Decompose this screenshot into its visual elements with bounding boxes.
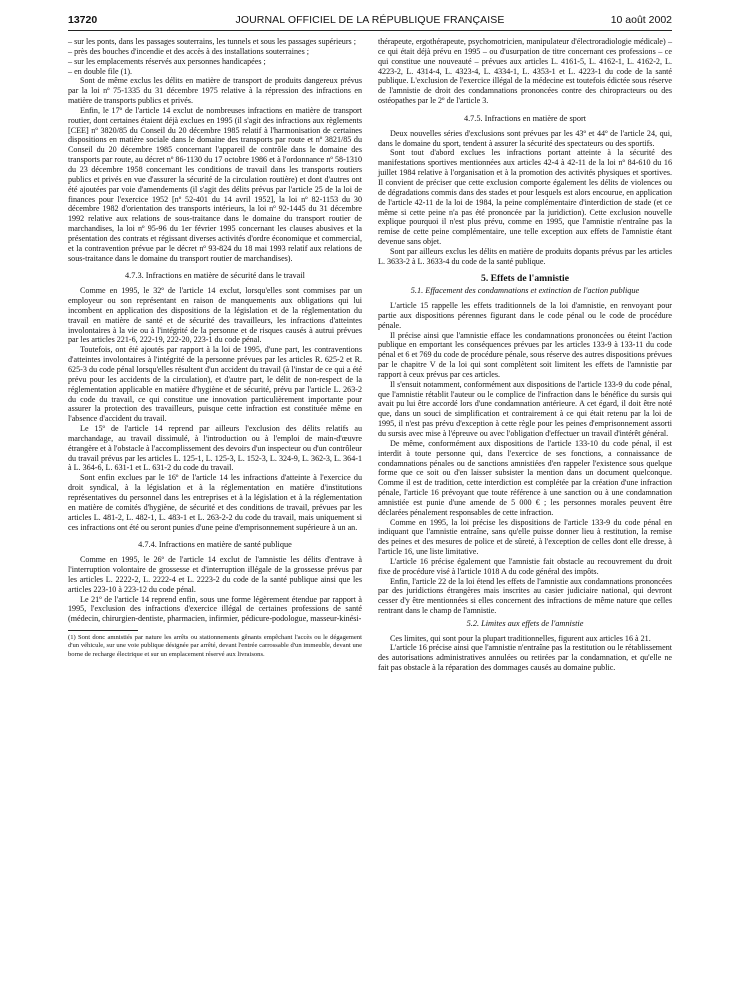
- paragraph: Comme en 1995, le 26º de l'article 14 exclut de l'amnistie les délits d'entrave à l'interruption volontaire de grossesse et d'interruption illégale de la grossesse prévus par les articles L. 2222-2, L. 2222-4 et L. 2223-2 du code de la santé publique ainsi que les articles 223-10 à 223-12 du code pénal.: [68, 555, 362, 594]
- journal-title: JOURNAL OFFICIEL DE LA RÉPUBLIQUE FRANÇAISE: [235, 14, 505, 26]
- paragraph: thérapeute, ergothérapeute, psychomotricien, manipulateur d'électroradiologie médicale) – ce qui était déjà prévu en 1995 – ou d'usurpation de titre concernant ces professions – ce qui constitue une nouveauté – prévues aux articles L. 4161-5, L. 4162-1, L. 4162-2, L. 4223-2, L. 4314-4, L. 4323-4, L. 4334-1, L. 4353-1 et L. 4223-1 du code de la santé publique. L'exclusion de l'exercice illégal de la médecine est toutefois édictée sous réserve de l'amnistie de droit des condamnations prononcées contre des chiropracteurs ou des ostéopathes par le 2º de l'article 3.: [378, 37, 672, 106]
- paragraph: Le 15º de l'article 14 reprend par ailleurs l'exclusion des délits relatifs au marchandage, au travail dissimulé, à l'introduction ou à l'emploi de main-d'œuvre étrangère et à l'obstacle à l'accomplissement des devoirs d'un inspecteur ou d'un contrôleur du travail prévus par les articles L. 125-1, L. 125-3, L. 152-3, L. 324-9, L. 362-3, L. 364-1 à L. 364-6, L. 631-1 et L. 631-2 du code du travail.: [68, 424, 362, 473]
- right-column: [378, 37, 672, 673]
- paragraph: Sont enfin exclues par le 16º de l'article 14 les infractions d'atteinte à l'exercice du droit syndical, à la législation et à la réglementation en matière d'institutions représentatives du personnel dans les entreprises et à la législation et à la réglementation en matière de comités d'hygiène, de sécurité et des conditions de travail, prévues par les articles L. 481-2, L. 482-1, L. 483-1 et L. 263-2-2 du code du travail, mais uniquement si ces infractions ont été ou seront punies d'une peine d'emprisonnement supérieure à un an.: [68, 473, 362, 532]
- publication-date: 10 août 2002: [610, 14, 672, 26]
- header-rule: [68, 30, 672, 31]
- paragraph: L'article 16 précise également que l'amnistie fait obstacle au recouvrement du droit fixe de procédure visé à l'article 1018 A du code général des impôts.: [378, 556, 672, 576]
- section-heading: 4.7.4. Infractions en matière de santé publique: [138, 540, 292, 550]
- page-number: 13720: [68, 14, 98, 26]
- list-item: – sur les emplacements réservés aux personnes handicapées ;: [68, 56, 266, 66]
- paragraph: Enfin, l'article 22 de la loi étend les effets de l'amnistie aux condamnations prononcées par des juridictions étrangères mais inscrites au casier judiciaire national, qui devront cesser d'y être mentionnées si elles concernent des infractions de même nature que celles rentrant dans le champ de l'amnistie.: [378, 576, 672, 616]
- list-item: – sur les ponts, dans les passages souterrains, les tunnels et sous les passages supérieurs ;: [68, 37, 356, 46]
- section-heading: 4.7.3. Infractions en matière de sécurité dans le travail: [125, 271, 305, 281]
- section-heading: 4.7.5. Infractions en matière de sport: [463, 113, 587, 123]
- left-column: [68, 37, 362, 659]
- paragraph: Le 21º de l'article 14 reprend enfin, sous une forme légèrement étendue par rapport à 1995, l'exclusion des infractions d'exercice illégal de certaines professions de santé (médecin, chirurgien-dentiste, pharmacien, infirmier, pédicure-podologue, masseur-kinési-: [68, 594, 362, 624]
- paragraph: Toutefois, ont été ajoutés par rapport à la loi de 1995, d'une part, les contraventions d'atteintes involontaires à l'intégrité de la personne prévues par les articles R. 625-2 et R. 625-3 du code pénal lorsqu'elles résultent d'un accident du travail (à l'instar de ce qui a été prévu pour les accidents de la circulation), et d'autre part, le délit de non-respect de la réglementation applicable en matière d'hygiène et de sécurité, prévu par l'article L. 263-2 du code du travail, ce qui constitue une innovation particulièrement importante pour assurer la protection des travailleurs, puisque cette infraction est constituée même en l'absence d'accident du travail.: [68, 345, 362, 424]
- list-item: – près des bouches d'incendie et des accès à des installations souterraines ;: [68, 46, 310, 56]
- paragraph: Comme en 1995, le 32º de l'article 14 exclut, lorsqu'elles sont commises par un employeur ou son représentant en raison de manquements aux obligations qui lui incombent en application des dispositions de la législation et de la réglementation du travail en matière de santé et de sécurité des travailleurs, les infractions d'atteintes involontaires à la vie ou à l'intégrité de la personne et de risques causés à autrui prévues par les articles 221-6, 222-19, 222-20, 223-1 du code pénal.: [68, 286, 362, 345]
- footnote-rule: [68, 630, 138, 631]
- paragraph: Sont tout d'abord exclues les infractions portant atteinte à la sécurité des manifestations sportives mentionnées aux articles 42-4 à 42-11 de la loi nº 84-610 du 16 juillet 1984 relative à l'organisation et à la promotion des activités physiques et sportives. Il convient de préciser que cette exclusion comporte également les délits de violences ou de dégradations commis dans des stades et pour lesquels est alors encourue, en application de l'article 42-11 de la loi de 1984, la peine complémentaire d'interdiction de stade (et ce même si cette peine n'a pas été prononcée par la juridiction). Cette exclusion nouvelle explique pourquoi il n'est plus prévu, comme en 1995, que l'amnistie n'entraîne pas la remise de cette peine complémentaire, une telle exception aux effets de l'amnistie étant devenue sans objet.: [378, 148, 672, 247]
- footnote: (1) Sont donc amnistiés par nature les arrêts ou stationnements gênants empêchant l'accès ou le dégagement d'un véhicule, sur une voie publique désignée par arrêté, devant l'entrée carrossable d'un immeuble, devant une borne de recharge électrique et sur un emplacement réservé aux livraisons.: [68, 634, 362, 658]
- paragraph: Sont de même exclus les délits en matière de transport de produits dangereux prévus par la loi nº 75-1335 du 31 décembre 1975 relative à la répression des infractions en matière de transports publics et privés.: [68, 76, 362, 106]
- paragraph: Il s'ensuit notamment, conformément aux dispositions de l'article 133-9 du code pénal, que l'amnistie rétablit l'auteur ou le complice de l'infraction dans le bénéfice du sursis qui avait pu lui être accordé lors d'une condamnation antérieure. A cet égard, il doit être noté que, dans un souci de simplification et contrairement à ce qui était retenu par la loi de 1995, il n'est pas prévu d'exception à cette règle pour les peines d'emprisonnement assorti du sursis avec mise à l'épreuve ou avec l'obligation d'effectuer un travail d'intérêt général.: [378, 379, 672, 438]
- chapter-heading: 5. Effets de l'amnistie: [481, 272, 569, 284]
- paragraph: De même, conformément aux dispositions de l'article 133-10 du code pénal, il est interdit à toute personne qui, dans l'exercice de ses fonctions, a connaissance de condamnations pénales ou de sanctions amnistiées d'en rappeler l'existence sous quelque forme que ce soit ou d'en laisser subsister la mention dans un document quelconque. Comme il est de tradition, cette interdiction est complétée par la création d'une infraction pénale, l'article 16 prévoyant que toute référence à une sanction ou à une condamnation amnistiée est punie d'une amende de 5 000 € ; les personnes morales peuvent être déclarées pénalement responsables de cette infraction.: [378, 438, 672, 517]
- paragraph: Comme en 1995, la loi précise les dispositions de l'article 133-9 du code pénal en indiquant que l'amnistie entraîne, sans qu'elle puisse donner lieu à restitution, la remise des peines et des mesures de police et de sûreté, à l'exception de celles dont elle dresse, à l'article 16, une liste limitative.: [378, 517, 672, 557]
- paragraph: Ces limites, qui sont pour la plupart traditionnelles, figurent aux articles 16 à 21.: [390, 633, 651, 643]
- paragraph: Deux nouvelles séries d'exclusions sont prévues par les 43º et 44º de l'article 24, qui, dans le domaine du sport, tendent à assurer la sécurité des spectateurs ou des sportifs.: [378, 128, 672, 148]
- subsection-heading: 5.1. Effacement des condamnations et extinction de l'action publique: [410, 286, 640, 296]
- paragraph: Enfin, le 17º de l'article 14 exclut de nombreuses infractions en matière de transport routier, dont certaines étaient déjà exclues en 1995 (il s'agit des infractions aux règlements [CEE] nº 3820/85 du Conseil du 20 décembre 1985 relatif à l'harmonisation de certaines dispositions en matière sociale dans le domaine des transports par route et nº 3821/85 du Conseil du 20 décembre 1985 concernant l'appareil de contrôle dans le domaine des transports par route, au décret nº 86-1130 du 17 octobre 1986 et à l'ordonnance nº 58-1310 du 23 décembre 1958 concernant les conditions de travail dans les transports routiers publics et privés en vue d'assurer la sécurité de la circulation routière) et dont d'autres ont été ajoutées par voie d'amendements (il s'agit des délits prévus par l'article 25 de la loi de finances pour l'exercice 1952 [nº 52-401 du 14 avril 1952], la loi nº 82-1153 du 30 décembre 1982 d'orientation des transports intérieurs, la loi nº 92-1445 du 31 décembre 1992 relative aux relations de sous-traitance dans le domaine du transport routier de marchandises, la loi nº 95-96 du 1er février 1995 concernant les clauses abusives et la présentation des contrats et régissant diverses activités d'ordre économique et commercial, et la contravention prévue par le décret nº 93-824 du 18 mai 1993 relatif aux relations de sous-traitance dans le domaine du transport routier de marchandises).: [68, 105, 362, 263]
- paragraph: L'article 16 précise ainsi que l'amnistie n'entraîne pas la restitution ou le rétablissement des autorisations administratives annulées ou retirées par la condamnation, et qu'elle ne fait pas obstacle à la réparation des dommages causés au domaine public.: [378, 643, 672, 673]
- paragraph: Il précise ainsi que l'amnistie efface les condamnations prononcées ou éteint l'action publique en emportant les conséquences prévues par les articles 133-9 à 133-11 du code pénal et 6 et 769 du code de procédure pénale, sous réserve des autres dispositions prévues par le chapitre V de la loi qui sont complètent soit limitent les effets de l'amnistie par rapport à ceux prévus par ces articles.: [378, 330, 672, 379]
- subsection-heading: 5.2. Limites aux effets de l'amnistie: [466, 619, 584, 628]
- list-item: – en double file (1).: [68, 66, 133, 76]
- paragraph: Sont par ailleurs exclus les délits en matière de produits dopants prévus par les articles L. 3633-2 à L. 3633-4 du code de la santé publique.: [378, 246, 672, 266]
- paragraph: L'article 15 rappelle les effets traditionnels de la loi d'amnistie, en renvoyant pour partie aux dispositions pérennes figurant dans le code pénal ou le code de procédure pénale.: [378, 301, 672, 330]
